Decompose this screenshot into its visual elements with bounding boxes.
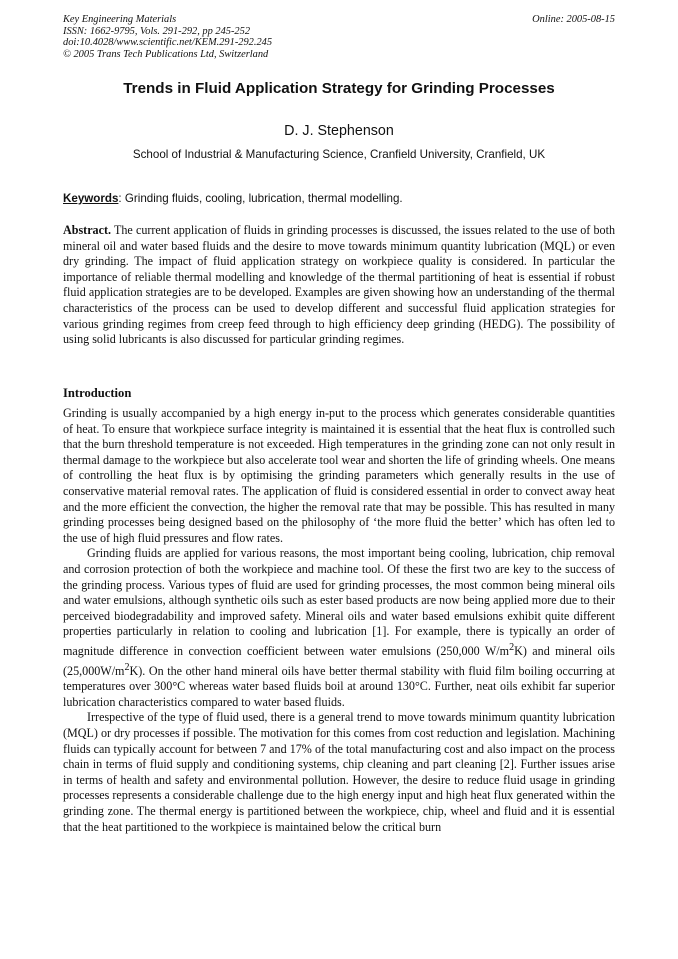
section-heading-introduction: Introduction [63, 386, 132, 400]
paragraph-text: Grinding fluids are applied for various reasons, the most important being cooling, lubrication, chip removal and corrosion protection of both the workpiece and machine tool. Of these the first two are key to the success of the grinding process. Various types of fluid are used for grinding processes, the most common being mineral oils and water emulsions, although synthetic oils such as ester based products are now being applied more due to their perceived biodegradability and improved safety. Mineral oils and water based emulsions exhibit quite different properties particularly in relation to cooling and lubrication [1]. For example, there is typically an order of magnitude difference in convection coefficient between water emulsions (250,000 W/m [63, 546, 615, 658]
online-date: Online: 2005-08-15 [532, 14, 615, 25]
keywords-label: Keywords [63, 192, 119, 205]
abstract [63, 223, 615, 348]
journal-name: Key Engineering Materials [63, 14, 177, 25]
issn-line: ISSN: 1662-9795, Vols. 291-292, pp 245-252 [63, 25, 251, 37]
paragraph-text: K) and mineral oils (25,000W/m [63, 643, 615, 678]
paragraph-text: K). On the other hand mineral oils have better thermal stability with fluid film boiling occurring at temperatures over 300°C whereas water based fluids boil at around 130°C. Further, neat oils exhibit far superior lubrication characteristics compared to water based fluids. [63, 663, 615, 709]
introduction-body [63, 406, 615, 835]
keywords [63, 192, 615, 205]
doi-line: doi:10.4028/www.scientific.net/KEM.291-292.245 [63, 37, 273, 49]
paragraph: Irrespective of the type of fluid used, there is a general trend to move towards minimum quantity lubrication (MQL) or dry processes if possible. The motivation for this comes from cost reduction and legislation. Machining fluids can typically account for between 7 and 17% of the total manufacturing cost and also impact on the process chain in terms of fluid supply and conditioning systems, chip cleaning and part cleaning [2]. Further issues arise in terms of health and safety and environmental pollution. However, the desire to reduce fluid usage in grinding processes represents a considerable challenge due to the high energy input and high heat flux generated within the grinding zone. The thermal energy is partitioned between the workpiece, chip, wheel and fluid and it is essential that the heat partitioned to the workpiece is maintained below the critical burn [63, 710, 615, 834]
abstract-text: The current application of fluids in grinding processes is discussed, the issues related to the use of both mineral oil and water based fluids and the desire to move towards minimum quantity lubrication (MQL) or even dry grinding. The impact of fluid application strategy on workpiece quality is considered. In particular the importance of reliable thermal modelling and knowledge of the thermal partitioning of heat is essential if robust fluid application strategies are to be developed. Examples are given showing how an understanding of the thermal characteristics of the process can be used to develop different and successful fluid application strategies for various grinding regimes from creep feed through to high efficiency deep grinding (HEDG). The possibility of using solid lubricants is also discussed for particular grinding regimes. [63, 223, 615, 347]
paragraph [63, 546, 615, 710]
paper-title: Trends in Fluid Application Strategy for Grinding Processes [123, 80, 555, 97]
copyright-line: © 2005 Trans Tech Publications Ltd, Switzerland [63, 48, 269, 60]
author-name: D. J. Stephenson [284, 123, 394, 139]
superscript: 2 [124, 661, 130, 673]
author-affiliation: School of Industrial & Manufacturing Science, Cranfield University, Cranfield, UK [132, 148, 546, 161]
abstract-label: Abstract. [63, 223, 112, 237]
keywords-text: : Grinding fluids, cooling, lubrication, thermal modelling. [118, 192, 403, 205]
superscript: 2 [509, 641, 515, 653]
journal-header [63, 14, 615, 60]
paragraph: Grinding is usually accompanied by a high energy in-put to the process which generates considerable quantities of heat. To ensure that workpiece surface integrity is maintained it is essential that the heat flux is controlled such that the burn threshold temperature is not exceeded. High temperatures in the grinding zone can not only result in thermal damage to the workpiece but also accelerate tool wear and shorten the life of grinding wheels. One means of controlling the heat flux is by optimising the grinding parameters which generally results in the use of conservative material removal rates. The application of fluid is considered essential in order to convect away heat and the more efficient the convection, the higher the removal rate that may be possible. This has resulted in many grinding processes being designed based on the philosophy of ‘the more fluid the better’ which has often led to the use of high fluid pressures and flow rates. [63, 406, 615, 545]
